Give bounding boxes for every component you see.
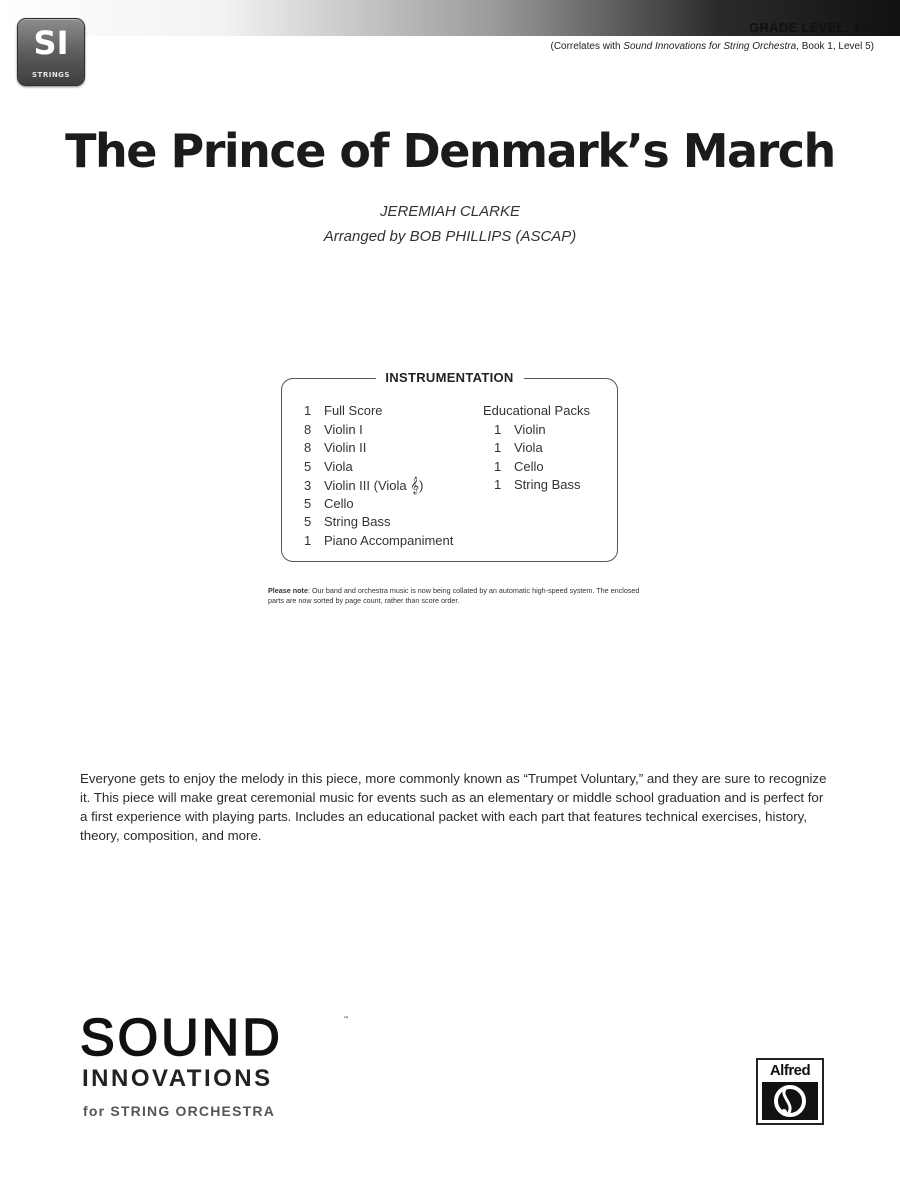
logo-innovations-text: INNOVATIONS <box>82 1065 273 1092</box>
educational-name: Cello <box>514 458 544 474</box>
alfred-clef-mark-icon <box>762 1082 818 1120</box>
part-name: Violin I <box>324 421 363 437</box>
correlates-book: Sound Innovations for String Orchestra <box>623 41 797 52</box>
page-title: The Prince of Denmark’s March <box>65 124 835 178</box>
part-qty: 1 <box>304 532 312 548</box>
part-item <box>304 513 453 532</box>
educational-qty: 1 <box>494 458 502 474</box>
collation-note <box>268 586 648 606</box>
alfred-wordmark: Alfred <box>769 1062 811 1079</box>
educational-item <box>483 476 590 495</box>
part-item <box>304 439 453 458</box>
alfred-publisher-logo <box>756 1058 824 1125</box>
correlates-note <box>550 41 874 52</box>
instrumentation-box <box>281 370 618 562</box>
grade-level: GRADE LEVEL: 1½ <box>749 20 872 35</box>
si-strings-badge <box>17 18 85 86</box>
part-qty: 8 <box>304 421 312 437</box>
part-qty: 5 <box>304 514 312 529</box>
part-qty: 5 <box>304 458 312 474</box>
part-item <box>304 532 453 551</box>
si-badge-subtitle: STRINGS <box>32 71 70 79</box>
correlates-prefix: (Correlates with <box>550 41 624 52</box>
part-name: Violin III (Viola <box>324 478 411 493</box>
logo-strings-text: for STRING ORCHESTRA <box>83 1103 275 1119</box>
part-item <box>304 495 453 514</box>
educational-qty: 1 <box>494 421 502 437</box>
arranger-credit: Arranged by BOB PHILLIPS (ASCAP) <box>323 228 577 245</box>
treble-clef-icon: 𝄞 <box>410 476 420 494</box>
educational-name: Viola <box>514 440 543 455</box>
piece-description: Everyone gets to enjoy the melody in this piece, more commonly known as “Trumpet Voluntary,” and they are sure to recognize it. This piece will make great ceremonial music for events such as an elementary or middle school graduation and is perfect for a first experience with playing parts. Includes an educational packet with each part that features technical exercises, history, theory, composition, and more. <box>80 771 827 843</box>
logo-trademark: ™ <box>343 1016 349 1023</box>
part-qty: 5 <box>304 495 312 511</box>
part-item <box>304 476 453 495</box>
part-qty: 1 <box>304 403 312 418</box>
educational-packs-list <box>483 402 590 495</box>
part-name: Full Score <box>324 403 383 418</box>
instrumentation-heading: INSTRUMENTATION <box>375 370 523 385</box>
note-text: : Our band and orchestra music is now being collated by an automatic high-speed system. The enclosed parts are now sorted by page count, rather than score order. <box>268 586 640 605</box>
correlates-suffix: , Book 1, Level 5) <box>796 41 874 52</box>
educational-qty: 1 <box>494 440 502 455</box>
part-name-close: ) <box>419 478 424 493</box>
part-name: String Bass <box>324 514 391 529</box>
part-qty: 8 <box>304 440 312 455</box>
educational-item <box>483 421 590 440</box>
part-name: Viola <box>324 458 353 474</box>
educational-name: String Bass <box>514 477 581 492</box>
educational-item <box>483 439 590 458</box>
part-qty: 3 <box>304 478 312 493</box>
educational-packs-title: Educational Packs <box>483 403 590 418</box>
part-item <box>304 421 453 440</box>
part-name: Violin II <box>324 440 367 455</box>
educational-name: Violin <box>514 421 546 437</box>
logo-sound-text: SOUND <box>80 1009 283 1067</box>
part-name: Piano Accompaniment <box>324 532 454 548</box>
educational-item <box>483 458 590 477</box>
note-label: Please note <box>268 586 308 595</box>
part-name: Cello <box>324 495 354 511</box>
sound-innovations-logo <box>80 1010 360 1125</box>
educational-qty: 1 <box>494 477 502 492</box>
si-badge-letters: SI <box>33 24 69 62</box>
part-item <box>304 402 453 421</box>
composer-credit: JEREMIAH CLARKE <box>379 203 521 220</box>
part-item <box>304 458 453 477</box>
parts-list <box>304 402 453 550</box>
